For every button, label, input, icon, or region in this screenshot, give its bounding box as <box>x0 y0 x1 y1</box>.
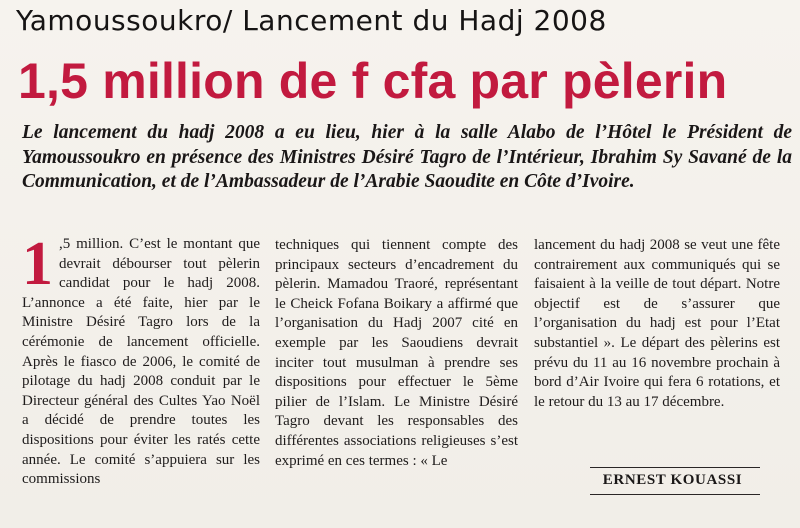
column-3-text: lancement du hadj 2008 se veut une fête contrairement aux communiqués qui se faisaient à la veille de tout départ. Notre objectif est de s’assurer que l’organisation du hadj est pour l’Etat substantiel ». Le départ des pèlerins est prévu du 11 au 16 novembre prochain à bord d’Air Ivoire qui fera 6 rotations, et le retour du 13 au 17 décembre. <box>534 237 780 410</box>
column-2-text: techniques qui tiennent compte des principaux secteurs d’encadrement du pèlerin. Mamadou Traoré, représentant le Cheick Fofana Boikary a affirmé que l’organisation du Hadj 2007 cité en exemple par les Saoudiens devrait inciter tout musulman à prendre ses dispositions pour effectuer le 5ème pilier de l’Islam. Le Ministre Désiré Tagro devant les responsables des différentes associations religieuses s’est exprimé en ces termes : « Le <box>275 237 518 469</box>
article-column-3 <box>534 236 780 412</box>
article-column-2 <box>275 236 518 471</box>
article-byline: ERNEST KOUASSI <box>602 472 743 488</box>
drop-cap: 1 <box>22 230 53 298</box>
column-1-text: ,5 million. C’est le montant que devrait débourser tout pèlerin candidat pour le hadj 2008. L’annonce a été faite, hier par le Ministre Désiré Tagro lors de la cérémonie de lancement officielle. Après le fiasco de 2006, le comité de pilotage du hadj 2008 conduit par le Directeur général des Cultes Yao Noël a décidé de prendre toutes les dispositions pour éviter les ratés cette année. Le comité s’appuiera sur les commissions <box>22 236 260 488</box>
article-headline: 1,5 million de f cfa par pèlerin <box>18 53 728 109</box>
byline-rule-bottom <box>590 494 760 495</box>
article-lede: Le lancement du hadj 2008 a eu lieu, hier à la salle Alabo de l’Hôtel le Président de Yamoussoukro en présence des Ministres Désiré Tagro de l’Intérieur, Ibrahim Sy Savané de la Communication, et de l’Ambassadeur de l’Arabie Saoudite en Côte d’Ivoire. <box>22 122 792 192</box>
article-kicker: Yamoussoukro/ Lancement du Hadj 2008 <box>16 4 607 37</box>
byline-rule-top <box>590 467 760 468</box>
column-1-paragraph <box>22 230 260 490</box>
article-column-1 <box>22 230 260 490</box>
